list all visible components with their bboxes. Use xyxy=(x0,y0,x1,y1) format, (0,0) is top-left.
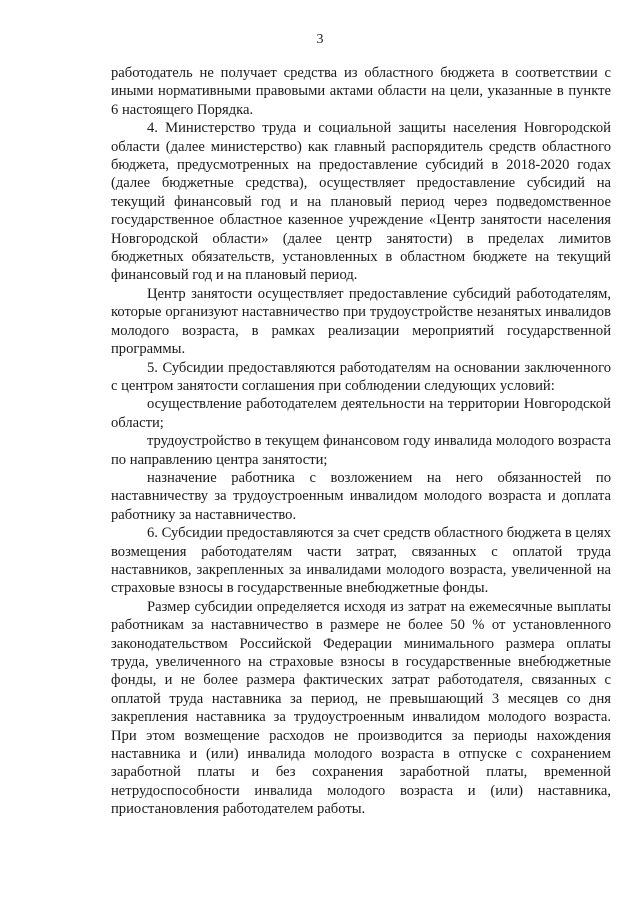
page-number: 3 xyxy=(316,32,324,47)
paragraph-subsidy-size: Размер субсидии определяется исходя из затрат на ежемесячные выплаты работникам за наставничество в размере не более 50 % от установленного законодательством Российской Федерации минимального размера оплаты труда, увеличенного на страховые взносы в государственные внебюджетные фонды, и не более размера фактических затрат работодателя, связанных с оплатой труда наставника за период, не превышающий 3 месяцев со дня закрепления наставника за трудоустроенным инвалидом молодого возраста. При этом возмещение расходов не производится за периоды нахождения наставника и (или) инвалида молодого возраста в отпуске с сохранением заработной платы и без сохранения заработной платы, временной нетрудоспособности инвалида молодого возраста и (или) наставника, приостановления работодателем работы. xyxy=(111,598,611,818)
condition-mentor: назначение работника с возложением на него обязанностей по наставничеству за трудоустроенным инвалидом молодого возраста и доплата работнику за наставничество. xyxy=(111,469,611,523)
paragraph-clause-5: 5. Субсидии предоставляются работодателям на основании заключенного с центром занятости соглашения при соблюдении следующих условий: xyxy=(111,359,611,394)
paragraph-employment-center: Центр занятости осуществляет предоставление субсидий работодателям, которые организуют наставничество при трудоустройстве незанятых инвалидов молодого возраста, в рамках реализации мероприятий государственной программы. xyxy=(111,285,611,358)
condition-employment: трудоустройство в текущем финансовом году инвалида молодого возраста по направлению центра занятости; xyxy=(111,433,611,468)
paragraph-continuation: работодатель не получает средства из областного бюджета в соответствии с иными нормативными правовыми актами области на цели, указанные в пункте 6 настоящего Порядка. xyxy=(111,65,611,118)
paragraph-clause-4: 4. Министерство труда и социальной защиты населения Новгородской области (далее министерство) как главный распорядитель средств областного бюджета, предусмотренных на предоставление субсидий в 2018-2020 годах (далее бюджетные средства), осуществляет предоставление субсидий на текущий финансовый год и на плановый период через подведомственное государственное областное казенное учреждение «Центр занятости населения Новгородской области» (далее центр занятости) в пределах лимитов бюджетных обязательств, установленных в областном бюджете на текущий финансовый год и на плановый период. xyxy=(111,120,611,284)
condition-territory: осуществление работодателем деятельности на территории Новгородской области; xyxy=(111,396,611,431)
paragraph-clause-6: 6. Субсидии предоставляются за счет средств областного бюджета в целях возмещения работодателям части затрат, связанных с оплатой труда наставников, закрепленных за инвалидами молодого возраста, увеличенной на страховые взносы в государственные внебюджетные фонды. xyxy=(111,525,611,597)
document-body xyxy=(111,64,611,819)
